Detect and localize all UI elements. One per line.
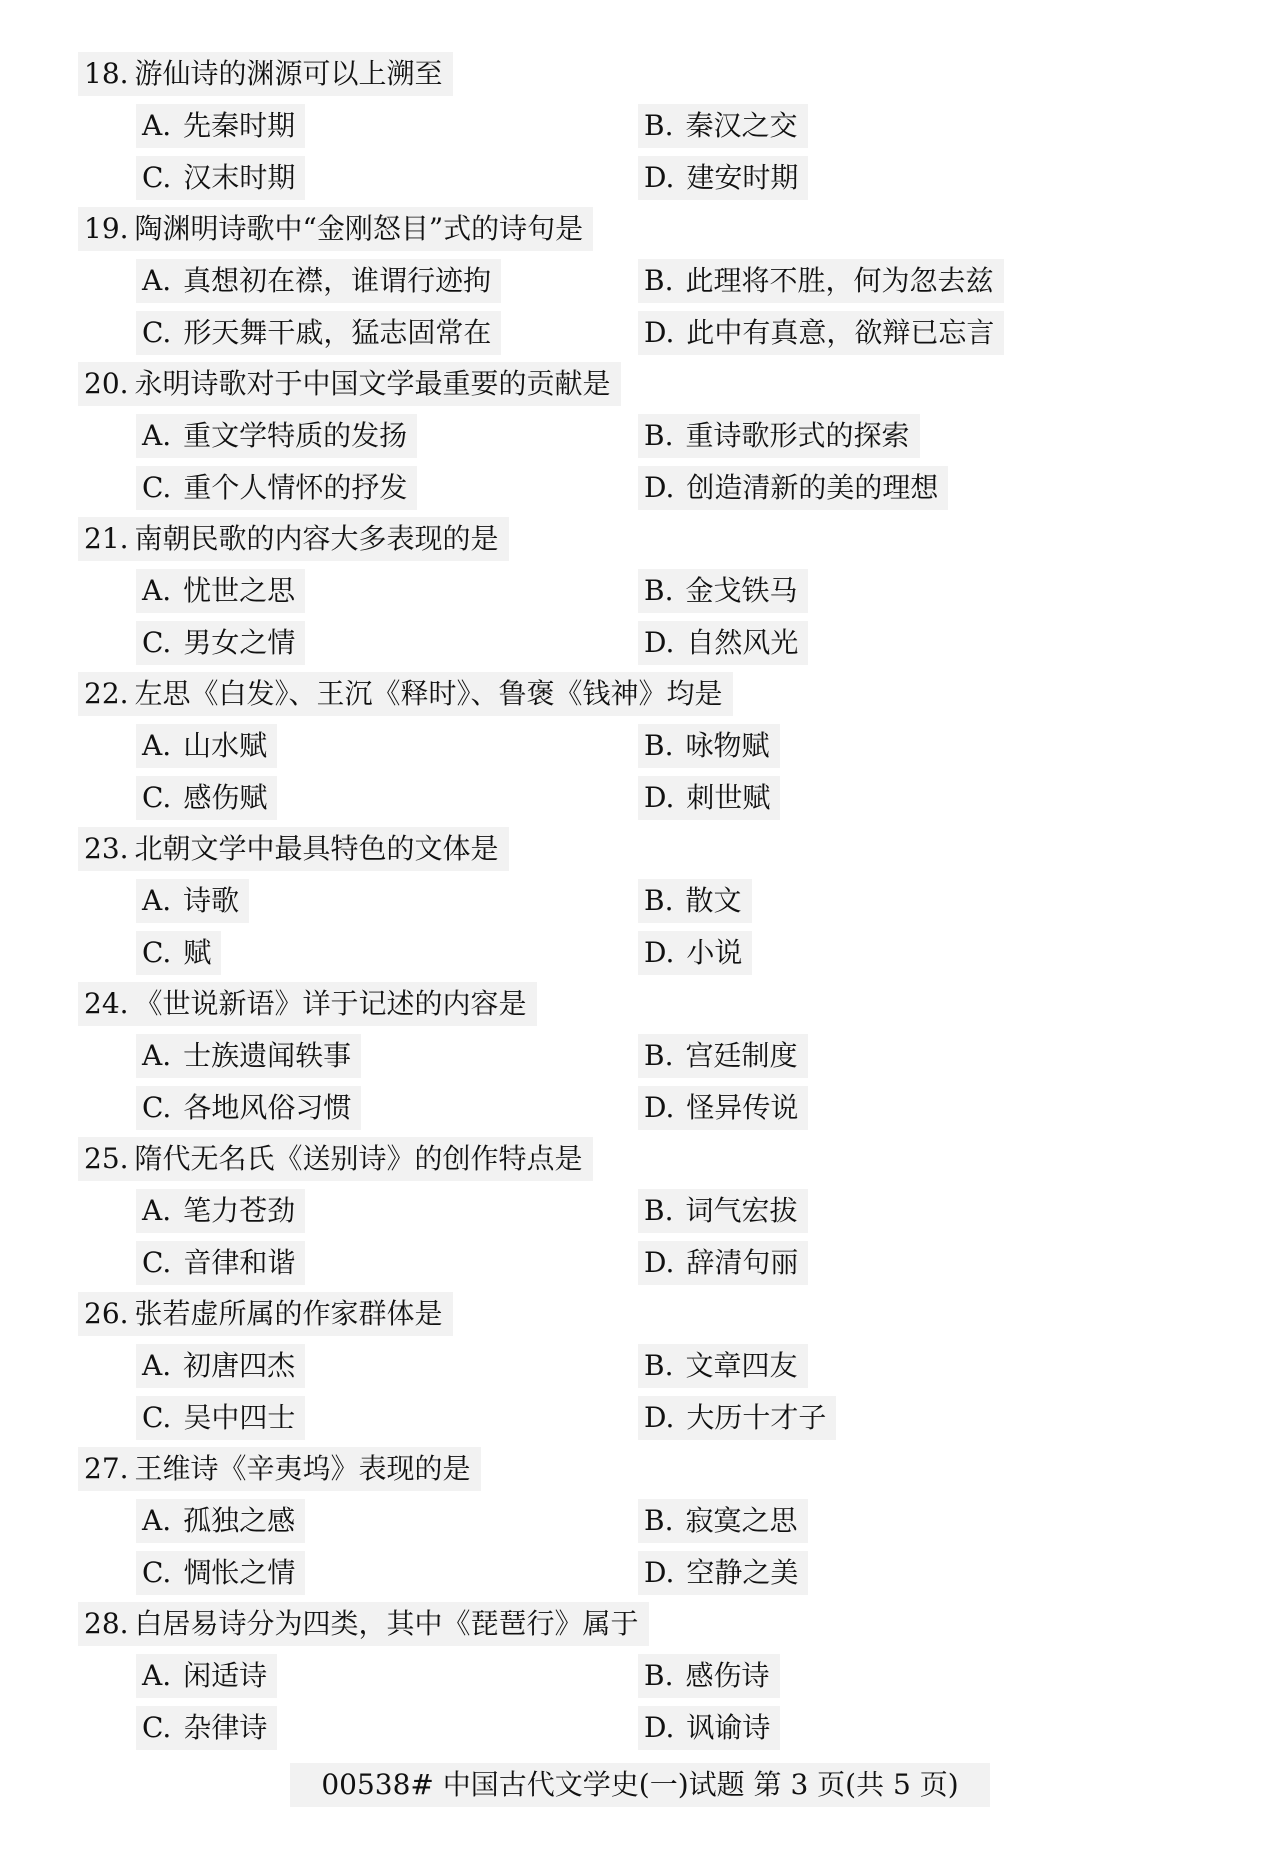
option-letter: B. — [644, 419, 674, 452]
option-letter: D. — [644, 626, 675, 659]
question-text: 《世说新语》详于记述的内容是 — [134, 987, 527, 1020]
option-letter: D. — [644, 316, 675, 349]
question-stem — [78, 827, 509, 871]
option-letter: C. — [142, 471, 172, 504]
option-d — [638, 776, 780, 820]
question-text: 永明诗歌对于中国文学最重要的贡献是 — [134, 367, 611, 400]
option-letter: B. — [644, 1349, 674, 1382]
option-letter: A. — [142, 729, 172, 762]
option-b — [638, 259, 1004, 303]
question-number: 27. — [84, 1452, 129, 1485]
question-stem — [78, 517, 509, 561]
option-letter: D. — [644, 781, 675, 814]
option-letter: B. — [644, 264, 674, 297]
question-stem — [78, 1602, 649, 1646]
option-letter: C. — [142, 626, 172, 659]
option-a — [136, 1654, 277, 1698]
option-letter: B. — [644, 729, 674, 762]
option-letter: A. — [142, 884, 172, 917]
option-b — [638, 104, 808, 148]
option-text: 男女之情 — [183, 626, 296, 659]
option-text: 初唐四杰 — [183, 1349, 296, 1382]
option-b — [638, 1344, 808, 1388]
option-text: 文章四友 — [685, 1349, 798, 1382]
option-a — [136, 879, 249, 923]
option-text: 辞清句丽 — [686, 1246, 799, 1279]
option-letter: A. — [142, 1194, 172, 1227]
option-b — [638, 1499, 808, 1543]
option-text: 寂寞之思 — [685, 1504, 798, 1537]
question-text: 隋代无名氏《送别诗》的创作特点是 — [134, 1142, 583, 1175]
option-c — [136, 1086, 361, 1130]
option-b — [638, 414, 920, 458]
question-number: 25. — [84, 1142, 129, 1175]
option-text: 秦汉之交 — [685, 109, 798, 142]
option-text: 此中有真意，欲辩已忘言 — [686, 316, 995, 349]
option-letter: A. — [142, 109, 172, 142]
option-text: 士族遗闻轶事 — [183, 1039, 352, 1072]
option-text: 孤独之感 — [183, 1504, 296, 1537]
question-text: 左思《白发》、王沉《释时》、鲁褒《钱神》均是 — [134, 677, 723, 710]
option-a — [136, 1344, 305, 1388]
option-a — [136, 1499, 305, 1543]
option-letter: B. — [644, 109, 674, 142]
option-letter: C. — [142, 781, 172, 814]
option-text: 此理将不胜，何为忽去兹 — [685, 264, 994, 297]
option-text: 重个人情怀的抒发 — [183, 471, 408, 504]
option-letter: C. — [142, 936, 172, 969]
option-letter: C. — [142, 1091, 172, 1124]
option-text: 先秦时期 — [183, 109, 296, 142]
option-text: 小说 — [686, 936, 743, 969]
option-text: 空静之美 — [686, 1556, 799, 1589]
option-text: 笔力苍劲 — [183, 1194, 296, 1227]
option-letter: B. — [644, 574, 674, 607]
option-text: 大历十才子 — [686, 1401, 827, 1434]
question-number: 20. — [84, 367, 129, 400]
option-c — [136, 621, 305, 665]
option-c — [136, 1706, 277, 1750]
option-letter: D. — [644, 1246, 675, 1279]
question-stem — [78, 207, 593, 251]
option-text: 形天舞干戚，猛志固常在 — [183, 316, 492, 349]
option-c — [136, 931, 221, 975]
option-text: 杂律诗 — [183, 1711, 268, 1744]
option-letter: C. — [142, 1246, 172, 1279]
option-d — [638, 156, 808, 200]
option-text: 词气宏拔 — [685, 1194, 798, 1227]
question-number: 23. — [84, 832, 129, 865]
option-letter: A. — [142, 1659, 172, 1692]
option-b — [638, 724, 780, 768]
option-text: 闲适诗 — [183, 1659, 268, 1692]
option-b — [638, 569, 808, 613]
question-text: 陶渊明诗歌中“金刚怒目”式的诗句是 — [134, 212, 584, 245]
option-letter: C. — [142, 161, 172, 194]
option-letter: D. — [644, 1091, 675, 1124]
option-letter: A. — [142, 1349, 172, 1382]
question-stem — [78, 52, 453, 96]
question-number: 28. — [84, 1607, 129, 1640]
option-text: 咏物赋 — [685, 729, 770, 762]
option-a — [136, 1034, 361, 1078]
option-b — [638, 1189, 808, 1233]
question-text: 南朝民歌的内容大多表现的是 — [134, 522, 499, 555]
page-footer: 00538# 中国古代文学史(一)试题 第 3 页(共 5 页) — [290, 1763, 990, 1807]
option-text: 各地风俗习惯 — [183, 1091, 352, 1124]
option-c — [136, 311, 501, 355]
option-b — [638, 879, 752, 923]
option-text: 感伤诗 — [685, 1659, 770, 1692]
option-letter: A. — [142, 419, 172, 452]
question-stem — [78, 1447, 481, 1491]
option-d — [638, 1706, 780, 1750]
option-a — [136, 724, 277, 768]
question-stem — [78, 362, 621, 406]
question-stem — [78, 1137, 593, 1181]
option-text: 刺世赋 — [686, 781, 771, 814]
option-c — [136, 466, 417, 510]
option-text: 忧世之思 — [183, 574, 296, 607]
option-letter: C. — [142, 1401, 172, 1434]
option-letter: C. — [142, 1556, 172, 1589]
option-a — [136, 1189, 305, 1233]
option-letter: B. — [644, 1039, 674, 1072]
question-number: 19. — [84, 212, 129, 245]
question-text: 游仙诗的渊源可以上溯至 — [134, 57, 443, 90]
option-text: 音律和谐 — [183, 1246, 296, 1279]
option-text: 建安时期 — [686, 161, 799, 194]
option-d — [638, 1241, 808, 1285]
option-a — [136, 414, 417, 458]
option-letter: D. — [644, 1556, 675, 1589]
option-text: 真想初在襟，谁谓行迹拘 — [183, 264, 492, 297]
question-stem — [78, 1292, 453, 1336]
option-letter: B. — [644, 1659, 674, 1692]
question-stem — [78, 982, 537, 1026]
question-text: 北朝文学中最具特色的文体是 — [134, 832, 499, 865]
option-d — [638, 1086, 808, 1130]
question-stem — [78, 672, 733, 716]
question-number: 21. — [84, 522, 129, 555]
question-number: 26. — [84, 1297, 129, 1330]
option-letter: D. — [644, 161, 675, 194]
option-text: 散文 — [685, 884, 742, 917]
option-text: 重诗歌形式的探索 — [685, 419, 910, 452]
option-b — [638, 1654, 780, 1698]
option-d — [638, 311, 1004, 355]
option-letter: C. — [142, 1711, 172, 1744]
option-text: 感伤赋 — [183, 781, 268, 814]
option-d — [638, 931, 752, 975]
option-letter: D. — [644, 471, 675, 504]
option-c — [136, 1396, 305, 1440]
option-letter: A. — [142, 574, 172, 607]
option-text: 诗歌 — [183, 884, 240, 917]
question-number: 22. — [84, 677, 129, 710]
question-number: 24. — [84, 987, 129, 1020]
option-d — [638, 466, 948, 510]
option-a — [136, 259, 501, 303]
option-letter: B. — [644, 884, 674, 917]
option-text: 怪异传说 — [686, 1091, 799, 1124]
option-text: 讽谕诗 — [686, 1711, 771, 1744]
option-c — [136, 1241, 305, 1285]
option-d — [638, 621, 808, 665]
option-text: 金戈铁马 — [685, 574, 798, 607]
option-a — [136, 569, 305, 613]
option-letter: B. — [644, 1504, 674, 1537]
option-c — [136, 156, 305, 200]
option-c — [136, 1551, 305, 1595]
option-c — [136, 776, 277, 820]
option-letter: A. — [142, 264, 172, 297]
option-letter: D. — [644, 1711, 675, 1744]
option-text: 自然风光 — [686, 626, 799, 659]
option-d — [638, 1396, 836, 1440]
question-number: 18. — [84, 57, 129, 90]
option-letter: B. — [644, 1194, 674, 1227]
option-letter: C. — [142, 316, 172, 349]
option-b — [638, 1034, 808, 1078]
option-text: 惆怅之情 — [183, 1556, 296, 1589]
question-text: 白居易诗分为四类，其中《琵琶行》属于 — [134, 1607, 639, 1640]
question-text: 张若虚所属的作家群体是 — [134, 1297, 443, 1330]
option-text: 重文学特质的发扬 — [183, 419, 408, 452]
option-text: 吴中四士 — [183, 1401, 296, 1434]
option-letter: D. — [644, 1401, 675, 1434]
option-a — [136, 104, 305, 148]
option-text: 汉末时期 — [183, 161, 296, 194]
option-d — [638, 1551, 808, 1595]
question-text: 王维诗《辛夷坞》表现的是 — [134, 1452, 471, 1485]
option-text: 赋 — [183, 936, 212, 969]
option-text: 创造清新的美的理想 — [686, 471, 939, 504]
option-letter: A. — [142, 1504, 172, 1537]
option-text: 宫廷制度 — [685, 1039, 798, 1072]
option-letter: D. — [644, 936, 675, 969]
option-text: 山水赋 — [183, 729, 268, 762]
option-letter: A. — [142, 1039, 172, 1072]
